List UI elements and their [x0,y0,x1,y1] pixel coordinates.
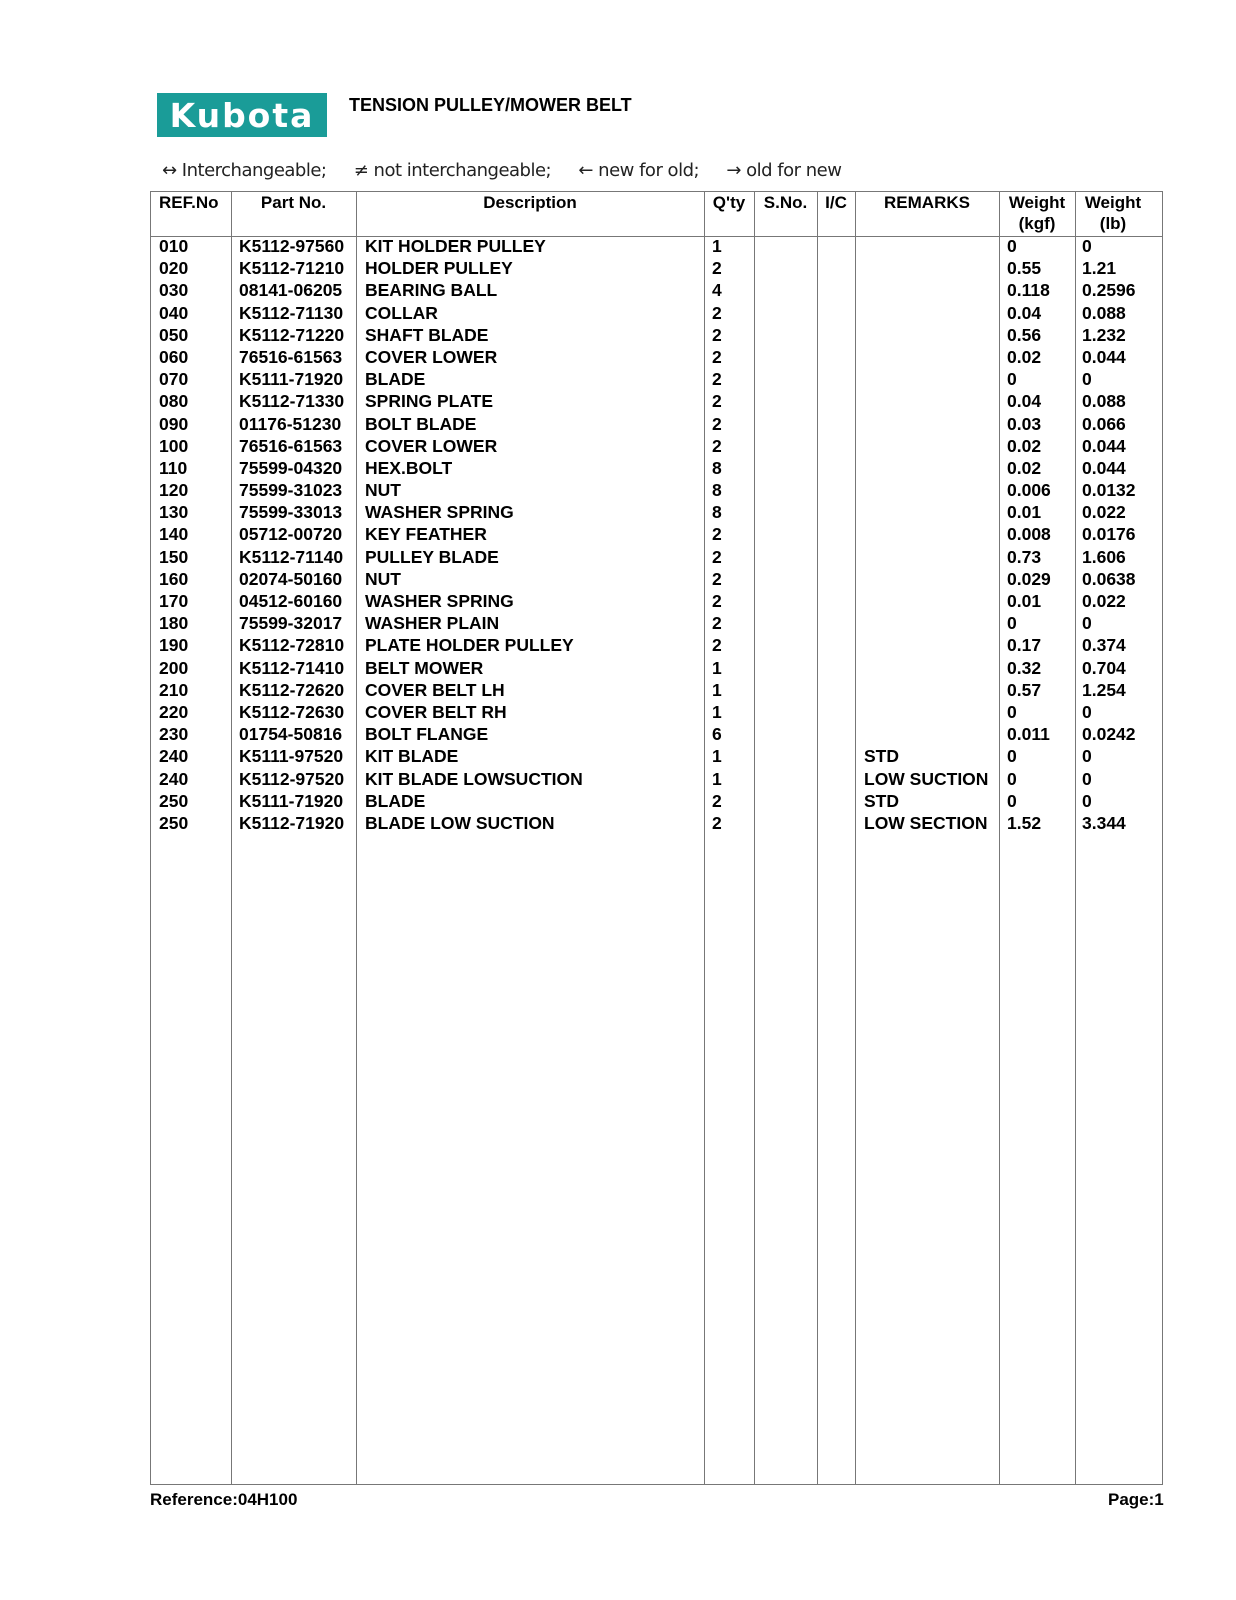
cell-part-no: 01176-51230 [239,413,342,434]
cell-ref-no: 220 [159,701,189,722]
cell-description: COVER BELT LH [365,679,505,700]
cell-weight-kgf: 0.01 [1007,591,1042,611]
cell-weight-lb: 0.2596 [1082,280,1136,301]
cell-weight-kgf: 0 [1007,746,1017,767]
cell-description: COLLAR [365,302,438,323]
cell-ref-no: 070 [159,369,189,390]
cell-ref-no: 190 [159,635,189,656]
cell-qty: 1 [712,236,722,256]
cell-ref-no: 180 [159,613,189,634]
cell-part-no: 76516-61563 [239,346,343,367]
table-row [151,811,1162,833]
cell-description: BLADE [365,369,426,390]
cell-qty: 2 [712,524,722,545]
table-row [151,611,1162,633]
cell-weight-kgf: 0.57 [1007,679,1042,700]
cell-qty: 8 [712,502,722,523]
cell-part-no: K5112-71130 [239,302,344,323]
cell-part-no: 75599-33013 [239,502,343,523]
cell-qty: 2 [712,613,722,634]
cell-weight-lb: 0.088 [1082,302,1126,323]
cell-weight-kgf: 0.011 [1007,724,1050,745]
table-row [151,567,1162,589]
cell-description: KIT BLADE LOWSUCTION [365,768,583,789]
cell-part-no: 04512-60160 [239,591,343,611]
cell-qty: 2 [712,391,722,412]
cell-ref-no: 060 [159,346,189,367]
cell-remarks: LOW SUCTION [864,768,989,789]
cell-description: KEY FEATHER [365,524,487,545]
cell-qty: 1 [712,679,722,700]
header-weight-lb: Weight (lb) [1084,193,1142,233]
cell-ref-no: 170 [159,591,189,611]
legend-interchangeable: ↔ Interchangeable; [162,160,327,181]
cell-description: BLADE LOW SUCTION [365,812,555,833]
interchangeability-legend [162,160,863,181]
legend-old-for-new: → old for new [726,160,842,181]
cell-description: SPRING PLATE [365,391,494,412]
cell-qty: 2 [712,302,722,323]
cell-part-no: 08141-06205 [239,280,343,301]
cell-ref-no: 160 [159,568,189,589]
header-ic: I/C [825,193,847,212]
cell-qty: 2 [712,790,722,811]
cell-qty: 2 [712,413,722,434]
cell-weight-lb: 0 [1082,701,1092,722]
legend-new-for-old: ← new for old; [578,160,700,181]
cell-weight-kgf: 0.55 [1007,258,1042,279]
cell-weight-lb: 0 [1082,369,1092,390]
table-row [151,589,1162,611]
header-part-no: Part No. [260,193,327,212]
cell-weight-lb: 0.0132 [1082,480,1136,501]
cell-weight-kgf: 0.008 [1007,524,1051,545]
cell-description: WASHER SPRING [365,591,514,611]
table-row [151,301,1162,323]
table-row [151,767,1162,789]
cell-description: HEX.BOLT [365,457,453,478]
cell-part-no: K5112-71410 [239,657,345,678]
cell-weight-kgf: 0.01 [1007,502,1042,523]
cell-weight-lb: 3.344 [1082,812,1126,833]
cell-qty: 1 [712,746,722,767]
cell-qty: 2 [712,435,722,456]
cell-part-no: K5112-72630 [239,701,345,722]
cell-description: PLATE HOLDER PULLEY [365,635,574,656]
cell-weight-kgf: 0 [1007,701,1017,722]
cell-part-no: K5112-97520 [239,768,345,789]
cell-ref-no: 230 [159,724,189,745]
table-row [151,478,1162,500]
header-ref-no: REF.No [159,193,219,212]
cell-part-no: K5111-71920 [239,369,344,390]
cell-remarks: STD [864,790,899,811]
cell-weight-lb: 0.044 [1082,346,1126,367]
cell-qty: 2 [712,635,722,656]
cell-part-no: K5112-71140 [239,546,344,567]
cell-weight-lb: 0.088 [1082,391,1126,412]
cell-weight-kgf: 0.02 [1007,457,1042,478]
table-row [151,256,1162,278]
cell-weight-lb: 0.0176 [1082,524,1136,545]
kubota-logo: Kubota [157,93,327,137]
cell-ref-no: 200 [159,657,189,678]
table-row [151,522,1162,544]
cell-part-no: 75599-32017 [239,613,343,634]
cell-weight-lb: 0.044 [1082,457,1126,478]
cell-ref-no: 100 [159,435,189,456]
cell-part-no: K5111-71920 [239,790,344,811]
cell-weight-lb: 0.044 [1082,435,1126,456]
cell-part-no: 02074-50160 [239,568,343,589]
table-row [151,500,1162,522]
table-row [151,412,1162,434]
table-row [151,367,1162,389]
cell-part-no: K5112-71920 [239,812,345,833]
cell-weight-kgf: 1.52 [1007,812,1042,833]
cell-qty: 1 [712,701,722,722]
cell-ref-no: 120 [159,480,189,501]
cell-description: NUT [365,568,401,589]
cell-weight-kgf: 0.32 [1007,657,1042,678]
cell-description: SHAFT BLADE [365,324,489,345]
cell-qty: 2 [712,546,722,567]
cell-description: BOLT FLANGE [365,724,489,745]
table-row [151,789,1162,811]
table-row [151,456,1162,478]
cell-weight-lb: 0 [1082,790,1092,811]
cell-weight-lb: 0 [1082,746,1092,767]
cell-description: COVER BELT RH [365,701,507,722]
table-row [151,633,1162,655]
cell-part-no: 75599-04320 [239,457,343,478]
cell-ref-no: 240 [159,768,189,789]
cell-qty: 8 [712,457,722,478]
cell-qty: 2 [712,324,722,345]
page-title: TENSION PULLEY/MOWER BELT [349,95,632,115]
header-remarks: REMARKS [884,193,970,212]
cell-description: COVER LOWER [365,346,498,367]
cell-part-no: 76516-61563 [239,435,343,456]
cell-ref-no: 040 [159,302,189,323]
cell-ref-no: 050 [159,324,189,345]
cell-weight-lb: 0.704 [1082,657,1126,678]
cell-ref-no: 090 [159,413,189,434]
table-row [151,656,1162,678]
reference-label: Reference:04H100 [150,1490,298,1509]
header-weight-kgf: Weight (kgf) [1008,193,1066,233]
cell-weight-lb: 0 [1082,768,1092,789]
header-qty: Q'ty [712,193,746,212]
cell-part-no: K5112-71210 [239,258,345,279]
cell-weight-lb: 0.022 [1082,502,1126,523]
cell-qty: 2 [712,591,722,611]
table-row [151,434,1162,456]
cell-weight-kgf: 0.03 [1007,413,1042,434]
cell-weight-kgf: 0.02 [1007,346,1042,367]
cell-ref-no: 250 [159,812,189,833]
cell-part-no: 01754-50816 [239,724,343,745]
cell-weight-lb: 0.0242 [1082,724,1136,745]
table-row [151,323,1162,345]
cell-weight-lb: 0 [1082,613,1092,634]
table-row [151,678,1162,700]
cell-weight-kgf: 0.029 [1007,568,1051,589]
cell-description: WASHER PLAIN [365,613,500,634]
cell-remarks: STD [864,746,899,767]
cell-part-no: K5112-71330 [239,391,345,412]
table-body [151,234,1162,833]
cell-ref-no: 020 [159,258,189,279]
cell-weight-lb: 0.374 [1082,635,1126,656]
cell-qty: 2 [712,369,722,390]
cell-description: BEARING BALL [365,280,498,301]
cell-weight-kgf: 0.17 [1007,635,1042,656]
cell-description: KIT HOLDER PULLEY [365,236,546,256]
cell-ref-no: 250 [159,790,189,811]
cell-ref-no: 110 [159,457,188,478]
cell-ref-no: 130 [159,502,189,523]
cell-qty: 4 [712,280,722,301]
cell-description: PULLEY BLADE [365,546,499,567]
cell-ref-no: 080 [159,391,189,412]
cell-description: HOLDER PULLEY [365,258,513,279]
cell-remarks: LOW SECTION [864,812,988,833]
cell-description: COVER LOWER [365,435,498,456]
page-number: Page:1 [1108,1490,1164,1509]
cell-weight-lb: 0.0638 [1082,568,1136,589]
table-row [151,234,1162,256]
cell-part-no: K5111-97520 [239,746,344,767]
header-description: Description [483,193,577,212]
cell-weight-lb: 1.232 [1082,324,1126,345]
cell-qty: 6 [712,724,722,745]
cell-part-no: K5112-71220 [239,324,345,345]
cell-weight-kgf: 0.56 [1007,324,1042,345]
cell-weight-kgf: 0.02 [1007,435,1042,456]
cell-weight-kgf: 0.73 [1007,546,1042,567]
cell-ref-no: 240 [159,746,189,767]
cell-weight-kgf: 0.118 [1007,280,1050,301]
cell-qty: 8 [712,480,722,501]
cell-weight-kgf: 0 [1007,613,1017,634]
table-row [151,345,1162,367]
cell-qty: 2 [712,568,722,589]
cell-qty: 1 [712,768,722,789]
cell-qty: 2 [712,812,722,833]
cell-weight-lb: 0.022 [1082,591,1126,611]
legend-not-interchangeable: ≠ not interchangeable; [353,160,552,181]
header-serial-no: S.No. [763,193,808,212]
cell-weight-lb: 1.606 [1082,546,1126,567]
cell-ref-no: 210 [159,679,189,700]
cell-weight-kgf: 0.006 [1007,480,1051,501]
cell-description: BLADE [365,790,426,811]
cell-description: WASHER SPRING [365,502,514,523]
table-row [151,722,1162,744]
cell-weight-kgf: 0 [1007,790,1017,811]
table-row [151,389,1162,411]
cell-description: KIT BLADE [365,746,459,767]
cell-part-no: K5112-97560 [239,236,345,256]
cell-weight-kgf: 0.04 [1007,391,1042,412]
cell-weight-kgf: 0 [1007,369,1017,390]
cell-weight-kgf: 0.04 [1007,302,1042,323]
cell-qty: 1 [712,657,722,678]
cell-qty: 2 [712,346,722,367]
parts-table [150,191,1163,1485]
table-row [151,744,1162,766]
cell-ref-no: 030 [159,280,189,301]
cell-description: BELT MOWER [365,657,484,678]
cell-part-no: K5112-72620 [239,679,345,700]
cell-part-no: 05712-00720 [239,524,343,545]
cell-weight-kgf: 0 [1007,236,1017,256]
cell-weight-lb: 1.254 [1082,679,1126,700]
cell-weight-lb: 0 [1082,236,1092,256]
table-row [151,700,1162,722]
table-row [151,545,1162,567]
cell-qty: 2 [712,258,722,279]
cell-part-no: K5112-72810 [239,635,345,656]
cell-weight-kgf: 0 [1007,768,1017,789]
table-row [151,278,1162,300]
cell-description: NUT [365,480,401,501]
cell-part-no: 75599-31023 [239,480,343,501]
cell-ref-no: 010 [159,236,189,256]
cell-weight-lb: 1.21 [1082,258,1117,279]
cell-description: BOLT BLADE [365,413,477,434]
cell-weight-lb: 0.066 [1082,413,1126,434]
cell-ref-no: 140 [159,524,189,545]
cell-ref-no: 150 [159,546,189,567]
